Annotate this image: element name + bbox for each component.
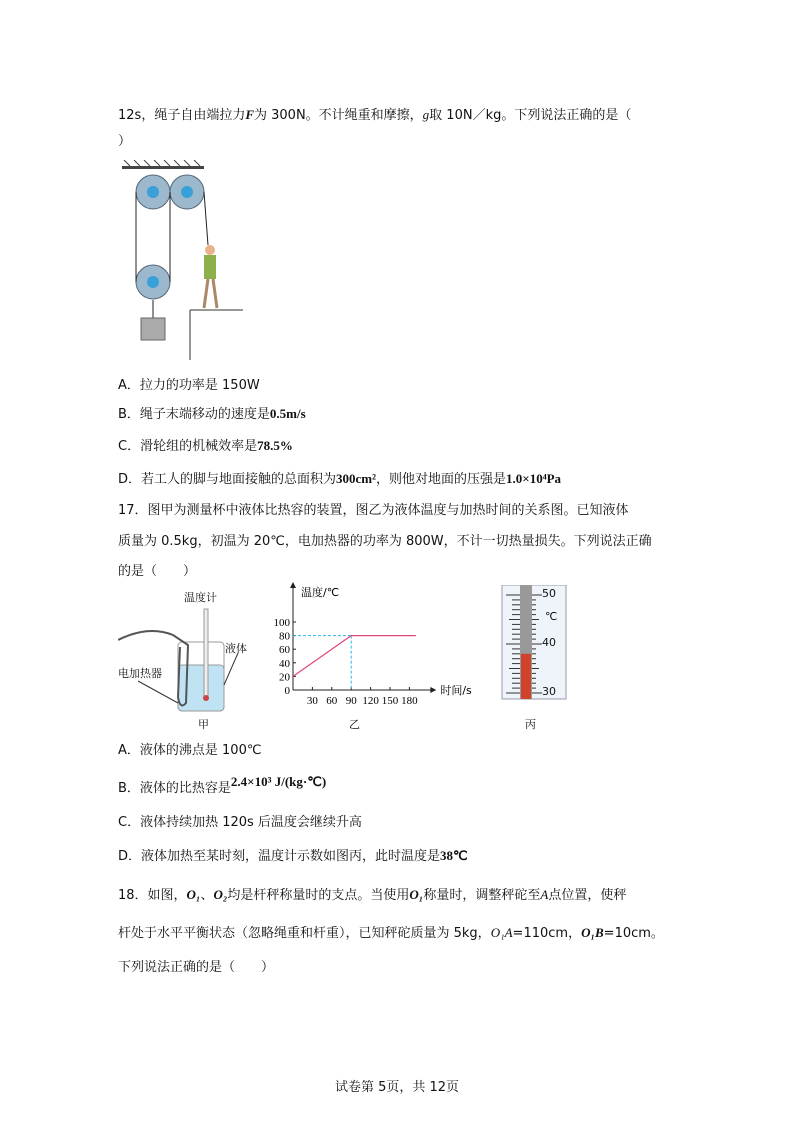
- math: O₁A: [490, 925, 513, 940]
- text: 18．如图，: [118, 888, 187, 903]
- math: O₁: [186, 887, 201, 902]
- y-axis-arrow: [290, 582, 296, 588]
- thermometer-scale: [500, 585, 570, 700]
- text: C．滑轮组的机械效率是: [118, 439, 258, 454]
- q17-option-a: [118, 739, 261, 758]
- text: A．液体的沸点是 100℃: [118, 743, 262, 758]
- tick-30: 30: [542, 685, 556, 698]
- text: 12s，绳子自由端拉力: [118, 108, 246, 123]
- math: 78.5%: [257, 438, 293, 453]
- text: D．若工人的脚与地面接触的总面积为: [118, 472, 337, 487]
- math: 300cm²: [336, 471, 377, 486]
- math: O₁B: [581, 925, 604, 940]
- x-tick-label: 180: [401, 695, 418, 707]
- q17-option-c: [118, 811, 362, 830]
- q17-stem-1: 17．图甲为测量杯中液体比热容的装置，图乙为液体温度与加热时间的关系图。已知液体: [118, 503, 629, 518]
- q16-option-d: [118, 468, 561, 487]
- math: 0.5m/s: [269, 406, 306, 421]
- x-tick-label: 150: [381, 695, 399, 707]
- text: B．绳子末端移动的速度是: [118, 407, 270, 422]
- caption-jia: 甲: [198, 718, 209, 731]
- text: C．液体持续加热 120s 后温度会继续升高: [118, 815, 362, 830]
- label-liquid: 液体: [225, 642, 247, 655]
- y-axis-label: 温度/℃: [301, 586, 340, 599]
- math: O₁: [409, 887, 424, 902]
- x-tick-label: 30: [306, 695, 318, 707]
- math: 2.4×10³ J/(kg·℃): [230, 774, 327, 789]
- text: B．液体的比热容是: [118, 781, 231, 796]
- text: 均是杆秤称量时的支点。当使用: [227, 888, 410, 903]
- x-axis-label: 时间/s: [440, 684, 472, 697]
- unit-celsius: ℃: [545, 610, 558, 623]
- q17-stem-2: 质量为 0.5kg，初温为 20℃，电加热器的功率为 800W，不计一切热量损失。下列说法正确: [118, 534, 652, 549]
- tick-40: 40: [542, 636, 556, 649]
- series-line-temperature: [293, 636, 416, 677]
- y-tick-label: 100: [273, 617, 290, 629]
- math: 1.0×10⁴Pa: [506, 471, 562, 486]
- tick-50: 50: [542, 587, 556, 600]
- page-footer: 试卷第 5页，共 12页: [334, 1080, 460, 1095]
- figure-bing: [500, 585, 570, 730]
- y-tick-label: 60: [279, 644, 290, 657]
- q16-option-a: [118, 374, 260, 393]
- math: A: [540, 887, 549, 902]
- y-tick-label: 80: [279, 630, 290, 643]
- x-tick-label: 60: [326, 695, 338, 707]
- q16-stem-end: ）: [118, 134, 132, 149]
- q17-option-d: [118, 845, 468, 864]
- y-tick-label: 40: [279, 657, 290, 670]
- caption-yi: 乙: [349, 718, 360, 731]
- q17-option-b: [118, 774, 327, 796]
- q18-stem-1: [118, 884, 626, 903]
- text: 点位置，使秤: [548, 888, 627, 903]
- x-tick-label: 90: [345, 695, 357, 707]
- label-heater: 电加热器: [118, 667, 162, 680]
- q17-stem-3: 的是（ ）: [118, 564, 197, 579]
- y-tick-label: 0: [284, 685, 290, 697]
- math-g: g: [422, 107, 430, 122]
- text: 取 10N／kg。下列说法正确的是（: [429, 108, 632, 123]
- caption-bing: 丙: [525, 718, 536, 731]
- temperature-time-chart: [265, 580, 515, 730]
- q18-stem-2: [118, 922, 664, 941]
- q16-stem: [118, 104, 631, 123]
- q18-stem-3: 下列说法正确的是（ ）: [118, 960, 275, 975]
- math: O₂: [213, 887, 228, 902]
- text: 为 300N。不计绳重和摩擦，: [254, 108, 423, 123]
- text: 称量时，调整秤砣至: [423, 888, 541, 903]
- figure-jia: [118, 585, 258, 730]
- pulley-figure: [118, 160, 248, 360]
- y-tick-label: 20: [279, 671, 290, 684]
- math: 38℃: [440, 848, 468, 863]
- text: ，则他对地面的压强是: [376, 472, 507, 487]
- text: 杆处于水平平衡状态（忽略绳重和杆重），已知秤砣质量为 5kg，: [118, 926, 491, 941]
- x-tick-label: 120: [362, 695, 379, 707]
- text: A．拉力的功率是 150W: [118, 378, 260, 393]
- text: =110cm，: [512, 926, 582, 941]
- label-thermometer: 温度计: [184, 591, 217, 604]
- x-axis-arrow: [430, 687, 436, 693]
- text: 、: [200, 888, 214, 903]
- mercury-column: [521, 654, 531, 699]
- q16-option-b: [118, 403, 306, 422]
- math-F: F: [245, 107, 254, 122]
- q16-option-c: [118, 435, 293, 454]
- text: D．液体加热至某时刻，温度计示数如图丙，此时温度是: [118, 849, 441, 864]
- text: =10cm。: [603, 926, 664, 941]
